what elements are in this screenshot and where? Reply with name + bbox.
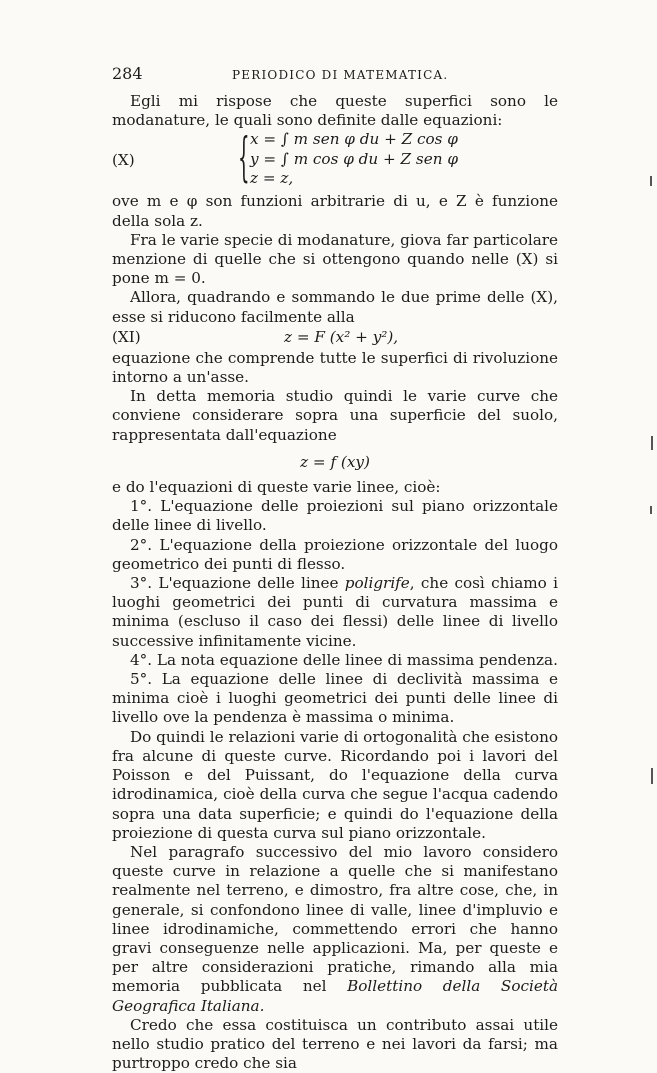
page-header	[112, 62, 558, 92]
equation-xi	[112, 327, 558, 349]
margin-mark	[651, 768, 653, 784]
paragraph-conclusione: Credo che essa costituisca un contributo assai utile nello studio pratico del terreno e nei lavori da farsi; ma purtroppo credo che sia	[112, 1015, 558, 1073]
paragraph-quadrando: Allora, quadrando e sommando le due prime delle (X), esse si riducono facilmente alla	[112, 288, 558, 326]
paragraph-ortogonalita: Do quindi le relazioni varie di ortogonalità che esistono fra alcune di queste curve. Ricordando poi i lavori del Poisson e del Puissant, do l'equazione della curva idrodinamica, cioè della curva che segue l'acqua cadendo sopra una data superficie; e quindi do l'equazione della proiezione di questa curva sul piano orizzontale.	[112, 727, 558, 842]
term-poligrife: poligrife	[344, 574, 410, 593]
system-line-1: x = ∫ m sen φ du + Z cos φ	[250, 130, 458, 149]
system-lines	[250, 130, 458, 189]
paragraph-linee: e do l'equazioni di queste varie linee, cioè:	[112, 478, 441, 497]
equation-system-x	[112, 130, 558, 192]
equation-label-xi: (XI)	[112, 327, 141, 346]
paragraph-intro: Egli mi rispose che queste superfici sono le modanature, le quali sono definite dalle equazioni:	[112, 92, 558, 130]
equation-surface: z = f (xy)	[300, 452, 370, 471]
margin-mark	[651, 436, 653, 450]
paragraph-functions: ove m e φ son funzioni arbitrarie di u, e Z è funzione della sola z.	[112, 192, 558, 230]
margin-mark	[650, 176, 652, 186]
system-line-3: z = z,	[250, 169, 294, 188]
margin-mark	[650, 506, 652, 514]
list-item-5: 5°. La equazione delle linee di declività massima e minima cioè i luoghi geometrici dei punti delle linee di livello ove la pendenza è massima o minima.	[112, 670, 558, 727]
list-item-3-start: 3°. L'equazione delle linee	[130, 574, 345, 593]
list-item-1: 1°. L'equazione delle proiezioni sul piano orizzontale delle linee di livello.	[112, 497, 558, 535]
page-content	[112, 62, 558, 1073]
paragraph-rivoluzione: equazione che comprende tutte le superfici di rivoluzione intorno a un'asse.	[112, 348, 558, 387]
bollettino-title: Bollettino della Società Geografica Italiana.	[112, 977, 558, 1015]
paragraph-paragrafo-text: Nel paragrafo successivo del mio lavoro considero queste curve in relazione a quelle che si manifestano realmente nel terreno, e dimostro, fra altre cose, che, in generale, si confondono linee di valle, linee d'impluvio e linee idrodinamiche, commettendo errori che hanno gravi conseguenze nelle applicazioni. Ma, per queste e per altre considerazioni pratiche, rimando alla mia memoria pubblicata nel	[112, 842, 558, 996]
list-item-4: 4°. La nota equazione delle linee di massima pendenza.	[130, 650, 558, 669]
running-title: PERIODICO DI MATEMATICA.	[232, 68, 449, 82]
system-brace: {	[238, 128, 250, 189]
list-item-2: 2°. L'equazione della proiezione orizzontale del luogo geometrico dei punti di flesso.	[112, 535, 558, 573]
list-item-3	[112, 574, 558, 651]
paragraph-paragrafo	[112, 843, 558, 1016]
paragraph-memoria: In detta memoria studio quindi le varie curve che conviene considerare sopra una superficie del suolo, rappresentata dall'equazione	[112, 387, 558, 444]
system-line-2: y = ∫ m cos φ du + Z sen φ	[250, 149, 458, 168]
paragraph-modanature: Fra le varie specie di modanature, giova far particolare menzione di quelle che si ottengono quando nelle (X) si pone m = 0.	[112, 230, 558, 288]
page-number: 284	[112, 64, 143, 83]
equation-label-x: (X)	[112, 151, 135, 170]
equation-xi-formula: z = F (x² + y²),	[284, 327, 399, 346]
list-item-3-end: , che così chiamo i luoghi geometrici dei punti di curvatura massima e minima (escluso il caso dei flessi) delle linee di livello successive infinitamente vicine.	[112, 574, 558, 650]
